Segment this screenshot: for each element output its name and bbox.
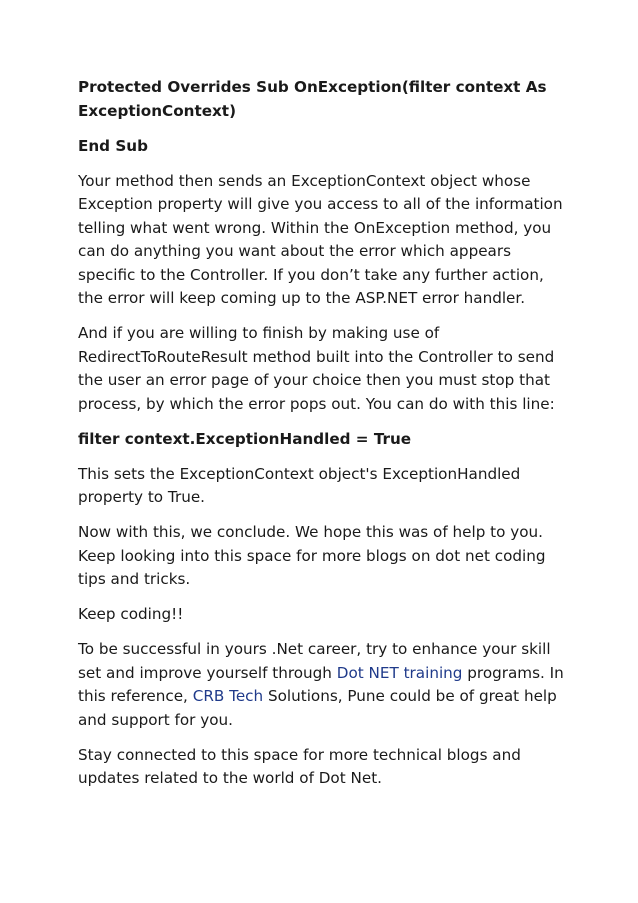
paragraph-redirect: And if you are willing to finish by making use of RedirectToRouteResult method built into the Controller to send the user an error page of your choice then you must stop that process, by which the error pops out. You can do with this line: (78, 324, 555, 413)
paragraph-conclude: Now with this, we conclude. We hope this was of help to you. Keep looking into this space for more blogs on dot net coding tips and tricks. (78, 523, 546, 588)
paragraph-sets: This sets the ExceptionContext object's ExceptionHandled property to True. (78, 464, 521, 506)
code-signature: Protected Overrides Sub OnException(filter context As ExceptionContext) (78, 78, 547, 120)
paragraph-method: Your method then sends an ExceptionContext object whose Exception property will give you access to all of the information telling what went wrong. Within the OnException method, you can do anything you want about the error which appears specific to the Controller. If you don’t take any further action, the error will keep coming up to the ASP.NET error handler. (78, 171, 563, 307)
career-text-1: To be successful in yours .Net career, try to enhance your skill set and improve yourself through (78, 640, 551, 682)
dot-net-training-link[interactable]: Dot NET training (336, 663, 463, 682)
career-text-3: Solutions, Pune could be of great help and support for you. (78, 687, 557, 729)
paragraph-career (78, 638, 564, 732)
code-exception-handled: filter context.ExceptionHandled = True (78, 429, 412, 448)
paragraph-keep-coding: Keep coding!! (78, 605, 184, 623)
crb-tech-link[interactable]: CRB Tech (192, 687, 264, 705)
document-body (78, 76, 564, 802)
paragraph-stay-connected: Stay connected to this space for more technical blogs and updates related to the world of Dot Net. (78, 745, 521, 787)
career-text-2: programs. In this reference, (78, 663, 564, 705)
code-end-sub: End Sub (78, 136, 148, 155)
